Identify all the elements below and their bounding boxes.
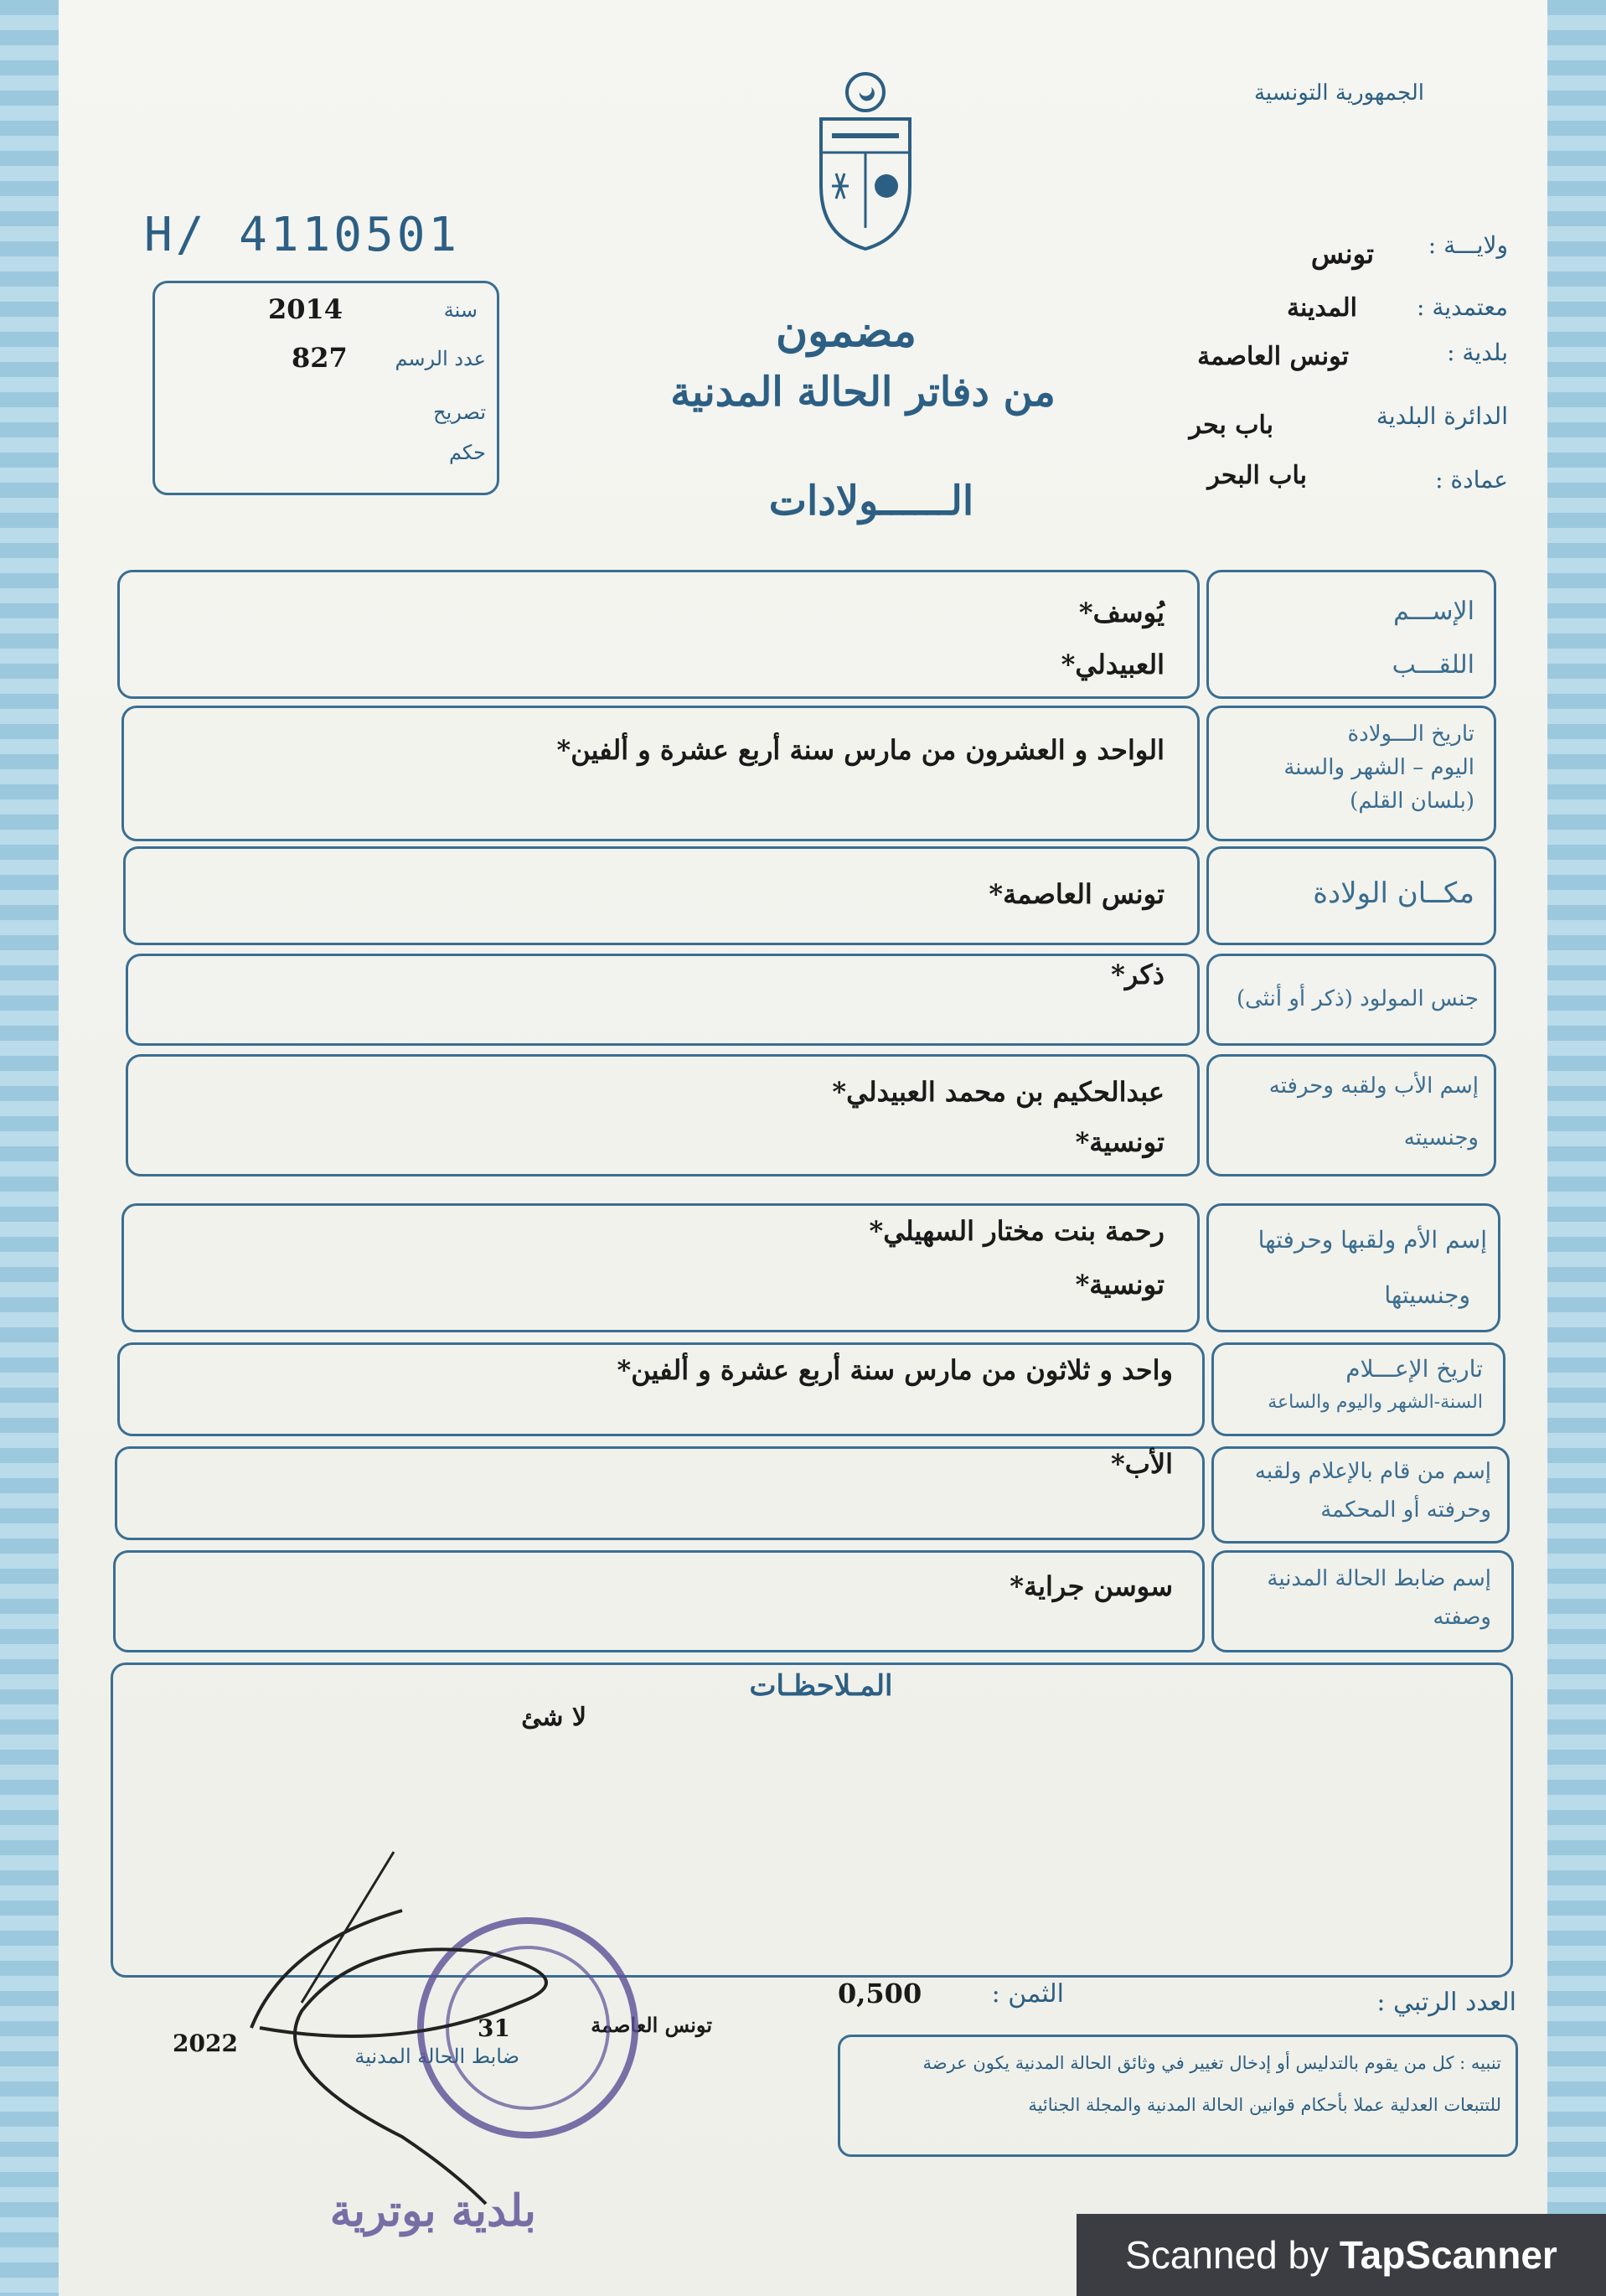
birthplace-label: مكــان الولادة [1313, 877, 1474, 910]
coat-of-arms-icon [811, 69, 920, 253]
warning-line-1: تنبيه : كل من يقوم بالتدليس أو إدخال تغيير في وثائق الحالة المدنية يكون عرضة [922, 2053, 1501, 2073]
delegation-value: المدينة [1286, 293, 1357, 323]
governorate-value: تونس [1310, 238, 1374, 270]
watermark-prefix: Scanned by [1125, 2233, 1340, 2277]
right-guilloche-border [1547, 0, 1606, 2296]
district-value: باب بحر [1189, 411, 1273, 440]
birthdate-value: الواحد و العشرون من مارس سنة أربع عشرة و ألفين* [556, 734, 1164, 766]
mother-label-2: وجنسيتها [1384, 1281, 1470, 1309]
republic-header: الجمهورية التونسية [1253, 80, 1424, 106]
registry-declaration-label: تصريح [433, 401, 486, 424]
left-guilloche-border [0, 0, 59, 2296]
birthdate-label-3: (بلسان القلم) [1350, 789, 1474, 814]
sector-label: عمادة : [1435, 466, 1508, 494]
birthplace-value: تونس العاصمة* [989, 878, 1164, 910]
declaration-date-value: واحد و ثلاثون من مارس سنة أربع عشرة و ألفين* [617, 1354, 1173, 1386]
remarks-title: المـلاحظـات [749, 1669, 893, 1703]
watermark-brand: TapScanner [1339, 2233, 1557, 2277]
municipality-stamp: بلدية بوترية [329, 2185, 536, 2237]
warning-line-2: للتتبعات العدلية عملا بأحكام قوانين الحالة المدنية والمجلة الجنائية [1028, 2095, 1501, 2115]
scanner-watermark [1077, 2214, 1606, 2296]
name-label: الإســـم [1393, 597, 1474, 626]
sex-label: جنس المولود (ذكر أو أنثى) [1236, 986, 1479, 1011]
declarant-value: الأب* [1111, 1448, 1173, 1480]
officer-value: سوسن جراية* [1010, 1570, 1173, 1602]
sequence-label: العدد الرتبي : [1376, 1988, 1516, 2017]
father-value: عبدالحكيم بن محمد العبيدلي* [832, 1076, 1164, 1108]
municipality-label: بلدية : [1447, 339, 1508, 366]
surname-value: العبيدلي* [1061, 649, 1164, 680]
title-line2: من دفاتر الحالة المدنية [670, 369, 1056, 416]
father-nationality: تونسية* [1075, 1126, 1164, 1158]
declaration-date-label-2: السنة-الشهر واليوم والساعة [1268, 1392, 1483, 1413]
birthdate-label-1: تاريخ الـــولادة [1347, 721, 1474, 747]
delegation-label: معتمدية : [1417, 293, 1508, 321]
declarant-label-1: إسم من قام بالإعلام ولقبه [1254, 1459, 1491, 1484]
registry-number-label: عدد الرسم [395, 347, 486, 370]
governorate-label: ولايـــة : [1428, 231, 1508, 259]
father-label-1: إسم الأب ولقبه وحرفته [1268, 1073, 1479, 1099]
serial-number: H/ 4110501 [144, 208, 461, 262]
municipality-value: تونس العاصمة [1197, 342, 1349, 371]
date-year: 2022 [173, 2030, 238, 2057]
father-label-2: وجنسيته [1403, 1125, 1479, 1151]
title-line3: الــــــولادات [768, 478, 974, 525]
registry-year: 2014 [268, 293, 343, 325]
remarks-value: لا شئ [521, 1703, 586, 1732]
officer-label-2: وصفته [1433, 1605, 1491, 1630]
birthdate-value-box [121, 706, 1200, 841]
mother-value: رحمة بنت مختار السهيلي* [869, 1215, 1164, 1247]
registry-year-label: سنة [443, 298, 478, 322]
registry-judgment-label: حكم [448, 441, 486, 464]
date-day: 31 [478, 2014, 510, 2042]
price-value: 0,500 [838, 1978, 922, 2009]
place-date: تونس العاصمة [591, 2013, 712, 2037]
father-value-box [126, 1054, 1200, 1176]
surname-label: اللقـــب [1392, 650, 1474, 680]
district-label: الدائرة البلدية [1376, 402, 1508, 430]
registry-number: 827 [292, 342, 348, 374]
sector-value: باب البحر [1207, 461, 1307, 490]
birthdate-label-2: اليوم – الشهر والسنة [1283, 755, 1474, 780]
declarant-label-2: وحرفته أو المحكمة [1320, 1497, 1491, 1523]
price-label: الثمن : [991, 1979, 1064, 2009]
mother-nationality: تونسية* [1075, 1269, 1164, 1301]
officer-caption: ضابط الحالة المدنية [354, 2045, 519, 2068]
title-line1: مضمون [775, 306, 917, 357]
mother-label-1: إسم الأم ولقبها وحرفتها [1257, 1226, 1487, 1254]
name-value: يُوسف* [1078, 597, 1164, 628]
declaration-date-label-1: تاريخ الإعـــلام [1345, 1355, 1483, 1383]
officer-label-1: إسم ضابط الحالة المدنية [1267, 1566, 1491, 1591]
sex-value: ذكر* [1111, 959, 1164, 990]
